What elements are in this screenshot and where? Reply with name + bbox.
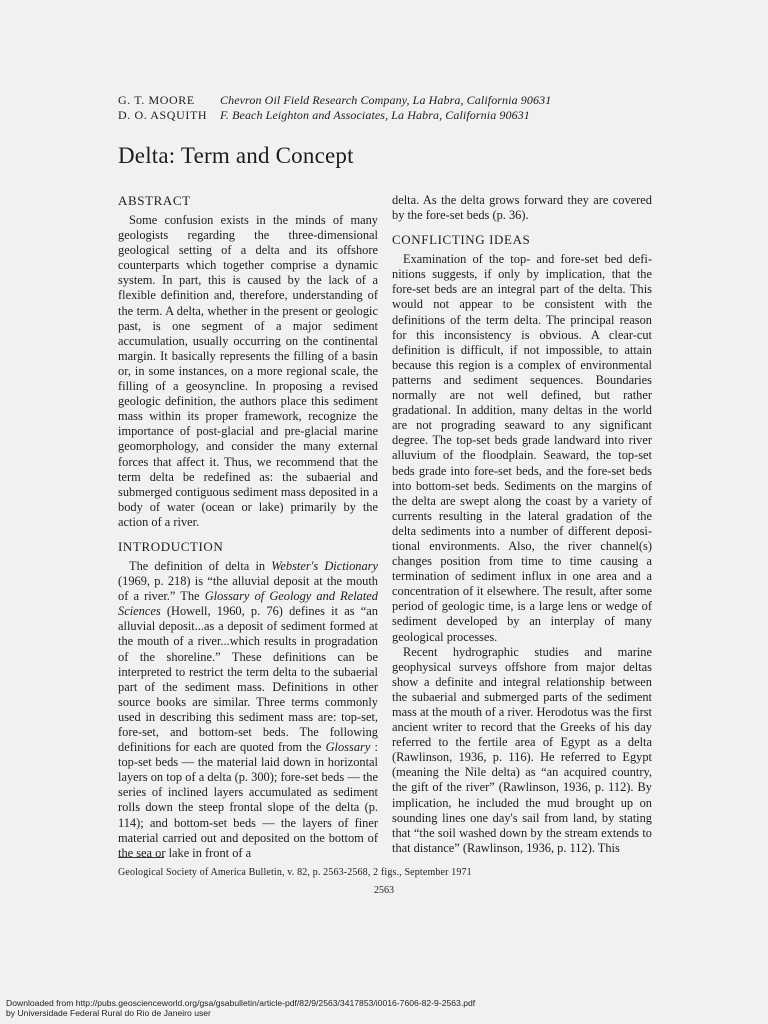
download-notice [6,998,475,1018]
conflicting-ideas-heading: CONFLICTING IDEAS [392,232,531,248]
journal-citation: Geological Society of America Bulletin, v. 82, p. 2563-2568, 2 figs., September 1971 [118,867,472,878]
intro-text-1: The definition of delta in [129,558,272,573]
abstract-paragraph: Some confusion exists in the minds of many geologists regarding the three-dimensional geological setting of a delta and its offshore counterparts which together comprise a dynamic system. In part, this is caused by the lack of a flexible definition and, therefore, understanding of the term. A delta, whether in the present or geologic past, is one segment of a major sediment accumulation, usually occurring on the continental margin. It basically represents the filling of a basin or, in some instances, on a more regional scale, the filling of a geosyncline. In proposing a revised geologic definition, the authors place this sediment mass within its proper framework, recognize the importance of post-glacial and pre-glacial marine geomorphology, and consider the many external forces that affect it. Thus, we recommend that the term delta be redefined as: the subaerial and submerged contiguous sediment mass deposited in a body of water (ocean or lake) primarily by the action of a river. [118,213,378,529]
continued-paragraph: delta. As the delta grows forward they are covered by the fore-set beds (p. 36). [392,193,652,223]
author-affiliation: F. Beach Leighton and Associates, La Habra, California 90631 [220,108,530,122]
intro-citation-glossary-short: Glossary [325,740,371,755]
intro-citation-websters: Webster's Dictionary [271,558,379,573]
intro-text-3: (Howell, 1960, p. 76) defines it as “an alluvial deposit...as a deposit of sediment formed at the mouth of a river...which results in progradation of the shoreline.” These definitions can be interpreted to restrict the term delta to the subaerial part of the sediment mass. Definitions in other source books are similar. Three terms commonly used in describing this sediment mass are: top-set, fore-set, and bottom-set beds. The following definitions for each are quoted from the [118,604,378,755]
right-column [392,193,652,856]
paper-title: Delta: Term and Concept [118,143,354,168]
intro-text-4: : top-set beds — the material laid down in horizontal layers on top of a delta (p. 300); fore-set beds — the series of inclined layers accumulated as sediment rolls down the steep frontal slope of the delta (p. 114); and bottom-set beds — the layers of finer material carried out and deposited on the bottom of the sea or lake in front of a [118,740,378,860]
author-row [118,93,551,108]
intro-text-2: (1969, p. 218) is “the alluvial deposit at the mouth of a river.” The [118,574,378,604]
left-column [118,193,378,861]
conflicting-paragraph-2: Recent hydrographic studies and marine geophysical surveys offshore from major deltas show a definite and integral relationship between the subaerial and submerged parts of the sediment mass at the mouth of a river. Herodotus was the first ancient writer to record that the Greeks of his day referred to the fertile area of Egypt as a delta (Rawlinson, 1936, p. 116). He referred to Egypt (meaning the Nile delta) as “an acquired country, the gift of the river” (Rawlinson, 1936, p. 112). By implication, he included the mud brought up on sounding lines one day's sail from land, by stating that “the soil washed down by the stream extends to that distance” (Rawlinson, 1936, p. 112). This [392,644,652,855]
footnote-rule [118,857,164,858]
conflicting-paragraph-1: Examination of the top- and fore-set bed definitions suggests, if only by implication, that the fore-set beds are an integral part of the delta. This would not appear to be consistent with the definitions of the term delta. The principal reason for this inconsistency is obvious. A clear-cut definition is difficult, if not impossible, to attain because this region is a complex of environmental patterns and sediment sequences. Boundaries normally are not well defined, but rather gradational. In addition, many deltas in the world are not prograding seaward to any significant degree. The top-set beds grade landward into river alluvium of the floodplain. Seaward, the top-set beds grade into fore-set beds, and the fore-set beds into bottom-set beds. Sediments on the margins of the delta are swept along the coast by a variety of currents resulting in the lateral gradation of the delta sediments into a number of different depositional environments. Also, the river channel(s) changes position from time to time causing a termination of sediment influx in one area and a concentration of it elsewhere. The result, after some period of geologic time, is a large lens or wedge of sediment developed by an interplay of many geological processes. [392,252,652,644]
download-user-line: by Universidade Federal Rural do Rio de Janeiro user [6,1008,211,1018]
author-name: D. O. ASQUITH [118,108,208,122]
page-number: 2563 [374,885,394,896]
author-row [118,108,551,123]
author-affiliation: Chevron Oil Field Research Company, La Habra, California 90631 [220,93,552,107]
download-source-link[interactable]: Downloaded from http://pubs.geoscienceworld.org/gsa/gsabulletin/article-pdf/82/9/2563/3417853/i0016-7606-82-9-2563.pdf [6,998,476,1008]
abstract-heading: ABSTRACT [118,193,191,208]
introduction-heading: INTRODUCTION [118,538,224,554]
introduction-paragraph [118,559,378,861]
intro-citation-glossary: Glossary of Geology and Related Sciences [118,589,378,619]
author-name: G. T. MOORE [118,93,195,107]
author-block [118,93,551,123]
